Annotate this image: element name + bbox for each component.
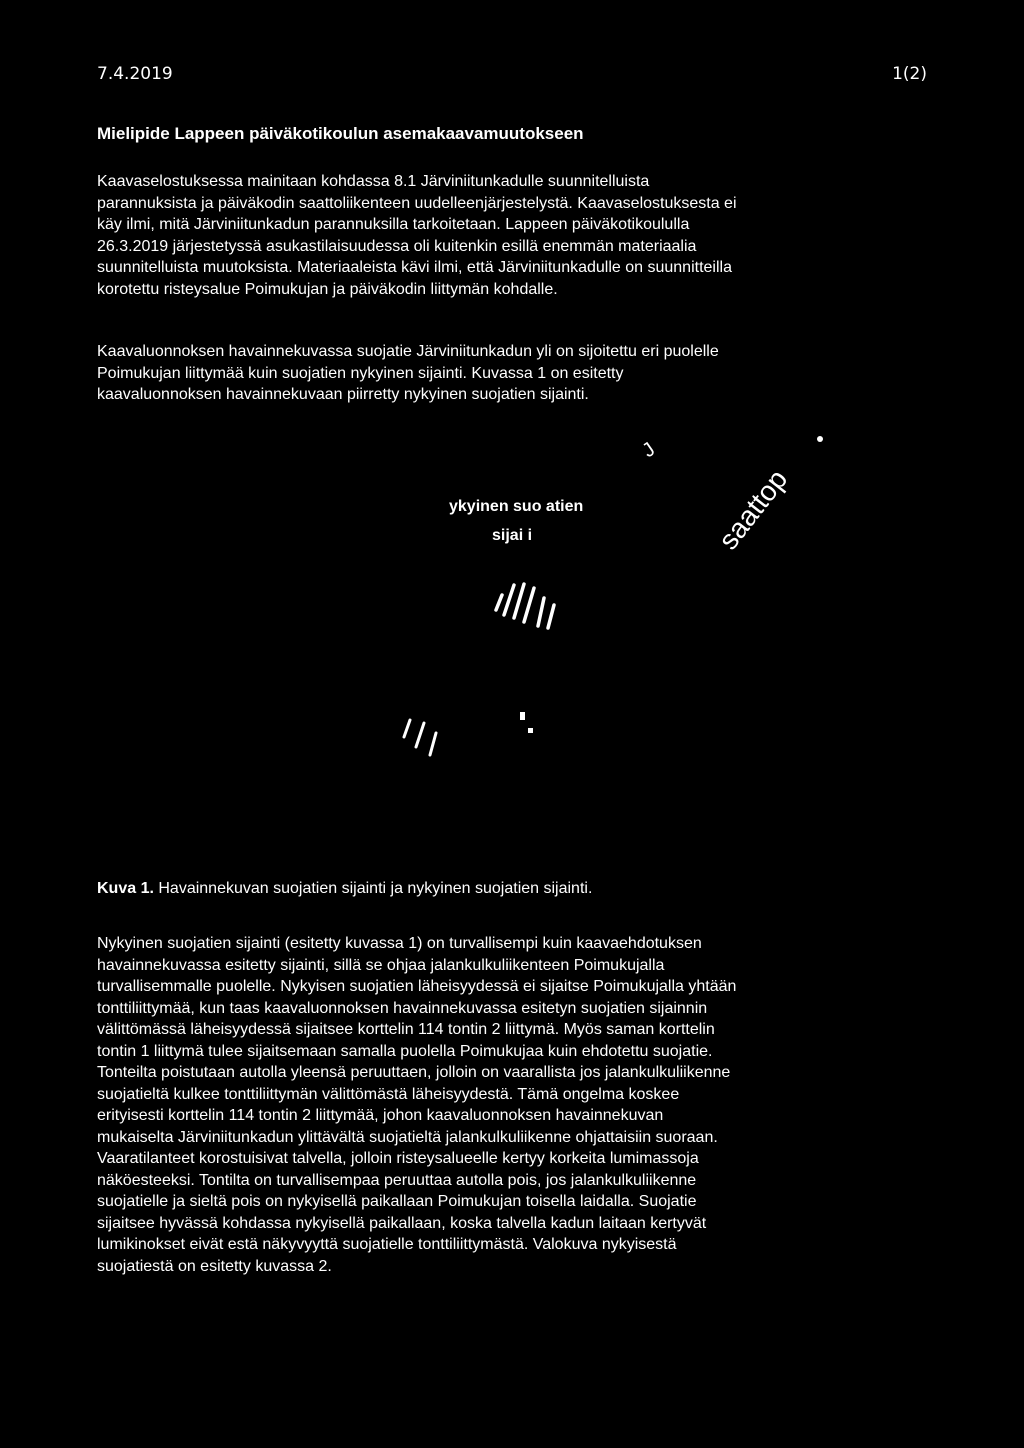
paragraph-2 bbox=[97, 341, 937, 406]
caption-label: Kuva 1. bbox=[97, 880, 154, 897]
paragraph-line: suojatielle ja sieltä pois on nykyisellä paikallaan Poimukujan toisella laidalla. Suojatie bbox=[97, 1193, 697, 1210]
paragraph-3 bbox=[97, 933, 937, 1277]
figure-label-line2: sijai i bbox=[492, 527, 533, 544]
paragraph-line: sijaitsee hyvässä kohdassa nykyisellä paikallaan, koska talvella kadun laitaan kertyvät bbox=[97, 1214, 707, 1232]
paragraph-line: lumikinokset eivät estä näkyvyyttä suojatielle tonttiliittymästä. Valokuva nykyisestä bbox=[97, 1236, 677, 1253]
paragraph-line: Kaavaluonnoksen havainnekuvassa suojatie Järviniitunkadun yli on sijoitettu eri puolelle bbox=[97, 343, 719, 360]
paragraph-line: näköesteeksi. Tontilta on turvallisempaa peruuttaa autolla pois, jos jalankulkuliikenne bbox=[97, 1171, 697, 1189]
document-title: Mielipide Lappeen päiväkotikoulun asemakaavamuutokseen bbox=[97, 124, 584, 143]
paragraph-line: parannuksista ja päiväkodin saattoliikenteen uudelleenjärjestelystä. Kaavaselostuksesta ei bbox=[97, 194, 737, 212]
paragraph-line: välittömässä läheisyydessä sijaitsee korttelin 114 tontin 2 liittymä. Myös saman korttelin bbox=[97, 1021, 715, 1038]
paragraph-line: Vaaratilanteet korostuisivat talvella, jolloin risteysalueelle kertyy korkeita lumimassoja bbox=[97, 1150, 699, 1167]
paragraph-line: suunnitelluista muutoksista. Materiaaleista kävi ilmi, että Järviniitunkadulle on suunnitteilla bbox=[97, 259, 732, 276]
paragraph-line: erityisesti korttelin 114 tontin 2 liittymää, johon kaavaluonnoksen havainnekuvan bbox=[97, 1107, 664, 1124]
paragraph-line: Kaavaselostuksessa mainitaan kohdassa 8.1 Järviniitunkadulle suunnitelluista bbox=[97, 173, 650, 190]
paragraph-line: Poimukujan liittymää kuin suojatien nykyinen sijainti. Kuvassa 1 on esitetty bbox=[97, 364, 624, 382]
figure-caption bbox=[97, 880, 592, 898]
paragraph-line: kaavaluonnoksen havainnekuvaan piirretty nykyinen suojatien sijainti. bbox=[97, 386, 589, 403]
paragraph-line: havainnekuvassa esitetty sijainti, sillä se ohjaa jalankulkuliikenteen Poimukujalla bbox=[97, 956, 665, 974]
paragraph-line: suojatieltä kulkee tonttiliittymän välittömästä läheisyydestä. Tämä ongelma koskee bbox=[97, 1085, 680, 1103]
paragraph-line: mukaiselta Järviniitunkadun ylittävältä suojatieltä jalankulkuliikenne ohjattaisiin suoraan. bbox=[97, 1128, 718, 1146]
figure-1-image bbox=[380, 430, 860, 790]
figure-dot-mark bbox=[817, 436, 823, 442]
paragraph-line: Nykyinen suojatien sijainti (esitetty kuvassa 1) on turvallisempi kuin kaavaehdotuksen bbox=[97, 935, 702, 952]
page-number: 1(2) bbox=[892, 64, 927, 84]
paragraph-line: 26.3.2019 järjestetyssä asukastilaisuudessa oli kuitenkin esillä enemmän materiaalia bbox=[97, 237, 697, 255]
paragraph-1 bbox=[97, 171, 937, 300]
figure-rotated-label: saattop bbox=[712, 463, 794, 556]
paragraph-line: tonttiliittymää, kun taas kaavaluonnoksen havainnekuvassa esitetyn suojatien sijainnin bbox=[97, 999, 708, 1017]
document-date: 7.4.2019 bbox=[97, 64, 173, 84]
figure-mark bbox=[528, 728, 533, 733]
paragraph-line: käy ilmi, mitä Järviniitunkadun parannuksilla tarkoitetaan. Lappeen päiväkotikoululla bbox=[97, 216, 690, 233]
paragraph-line: Tonteilta poistutaan autolla yleensä peruuttaen, jolloin on vaarallista jos jalankulkuliikenne bbox=[97, 1064, 731, 1081]
paragraph-line: tontin 1 liittymä tulee sijaitsemaan samalla puolella Poimukujaa kuin ehdotettu suojatie. bbox=[97, 1042, 713, 1060]
crosswalk-stripes-icon bbox=[490, 570, 570, 630]
paragraph-line: korotettu risteysalue Poimukujan ja päiväkodin liittymän kohdalle. bbox=[97, 280, 558, 298]
figure-mark bbox=[520, 712, 525, 720]
paragraph-line: turvallisemmalle puolelle. Nykyisen suojatien läheisyydessä ei sijaitse Poimukujalla yhtään bbox=[97, 978, 737, 995]
crosswalk-stripes-icon-secondary bbox=[390, 715, 450, 765]
figure-fragment-top: J bbox=[638, 438, 660, 463]
figure-label-line1: ykyinen suo atien bbox=[449, 498, 584, 515]
paragraph-line: suojatiestä on esitetty kuvassa 2. bbox=[97, 1257, 332, 1275]
caption-text: Havainnekuvan suojatien sijainti ja nykyinen suojatien sijainti. bbox=[153, 880, 593, 897]
